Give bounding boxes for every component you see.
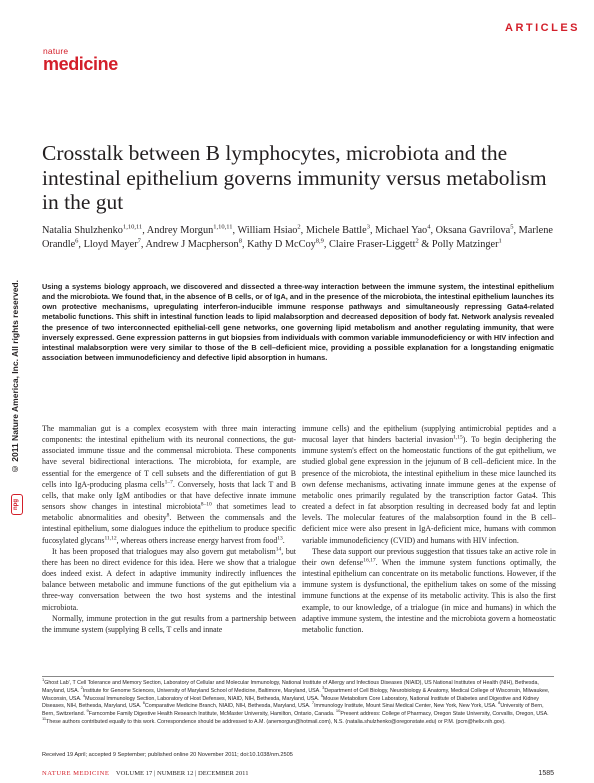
author-name: Andrew J Macpherson [145,239,239,251]
author-name: Marlene Orandle [42,225,553,251]
body-column-right [302,423,556,635]
author-name: Lloyd Mayer [83,239,138,251]
affiliation-superscript: 8,9 [315,237,324,245]
author-name: Polly Matzinger [431,239,499,251]
footnote-divider [42,676,554,677]
reference-superscript: 14 [275,546,282,553]
author-name: Michael Yao [375,225,428,236]
paragraph: immune cells) and the epithelium (supplying antimicrobial peptides and a mucosal layer that hinders bacterial invasion$^{1,15}$). To begin deciphering the immune system's effect on the homeostatic functions of the gut epithelium, we studied global gene expression in the jejunum of B cell–deficient mice. In the presence of the microbiota, the intestinal epithelium in these mice launched its own defense mechanisms, activating innate immune genes at the expense of metabolic ones primarily regulated by the transcription factor Gata4. This created a defect in fat absorption resulting in decreased body fat and leptin levels. The molecular features of the malabsorption found in the B cell–deficient mice were also present in IgA-deficient mice, humans with common variable immunodeficiency (CVID) and humans with HIV infection. [302,424,556,545]
author-name: Natalia Shulzhenko [42,225,123,236]
affiliation-superscript: 1,10,11 [122,223,143,231]
reference-superscript: 7 [311,700,315,706]
footer-journal: NATURE MEDICINE [42,770,110,777]
affiliation-superscript: 5 [510,223,514,231]
logo-line-nature: nature [43,46,69,56]
reference-superscript: 1 [42,677,45,683]
paragraph: The mammalian gut is a complex ecosystem with three main interacting components: the intestinal epithelium with its neuronal connections, the gut-associated immune tissue and the commensal microbiota. These components have several bidirectional interactions. The microbiota, for example, are essential for the emergence of T cell subsets and the differentiation of gut B cells into IgA-producing plasma cells$^{1-7}$. Conversely, hosts that lack T and B cells, that make only IgM antibodies or that have defective innate immune sensors show changes in intestinal microbiota$^{8-10}$ that sometimes lead to metabolic abnormalities and obesity$^8$. Between the commensals and the intestinal epithelium, some dialogues induce the epithelium to produce specific fucosylated glycans$^{11,12}$, whereas others increase energy harvest from food$^{13}$. [42,424,296,545]
affiliations-footnote: $^1$Ghost Lab', T Cell Tolerance and Memory Section, Laboratory of Cellular and Molecular Immunology, National Institute of Allergy and Infectious Diseases (NIAID), US National Institutes of Health (NIH), Bethesda, Maryland, USA. $^2$Institute for Genome Sciences, University of Maryland School of Medicine, Baltimore, Maryland, USA. $^3$Department of Cell Biology, Neurobiology & Anatomy, Medical College of Wisconsin, Milwaukee, Wisconsin, USA. $^4$Mucosal Immunology Section, Laboratory of Host Defenses, NIAID, NIH, Bethesda, Maryland, USA. $^5$Mouse Metabolism Core Laboratory, National Institute of Diabetes and Digestive and Kidney Diseases, NIH, Bethesda, Maryland, USA. $^6$Comparative Medicine Branch, NIAID, NIH, Bethesda, Maryland, USA. $^7$Immunology Institute, Mount Sinai Medical Center, New York, New York, USA. $^8$University of Bern, Bern, Switzerland. $^9$Farncombe Family Digestive Health Research Institute, McMaster University, Hamilton, Ontario, Canada. $^{10}$Present address: College of Pharmacy, Oregon State University, Corvallis, Oregon, USA. $^{11}$These authors contributed equally to this work. Correspondence should be addressed to A.M. (anemorgun@hotmail.com), N.S. (natalia.shulzhenko@oregonstate.edu) or P.M. (pcm@helix.nih.gov). [42,677,550,725]
journal-logo [43,47,118,73]
footer-issue: VOLUME 17 | NUMBER 12 | DECEMBER 2011 [115,770,249,777]
reference-superscript: 8–10 [200,501,212,508]
affiliation-superscript: 3 [366,223,370,231]
affiliation-superscript: 6 [75,237,79,245]
reference-superscript: 2 [80,685,83,691]
paragraph: It has been proposed that trialogues may also govern gut metabolism$^{14}$, but there has been no direct evidence for this idea. Here we show that a trialogue does indeed exist. A defect in adaptive immunity indirectly influences the balance between metabolic and immune functions of the gut epithelium via a three-way conversation between the two host systems and the intestinal microbiota. [42,546,296,612]
received-dates: Received 19 April; accepted 9 September; published online 20 November 2011; doi:10.1038/nm.2505 [42,752,293,758]
reference-superscript: 8 [166,512,170,519]
affiliation-superscript: 2 [415,237,419,245]
author-name: Andrey Morgun [146,225,214,236]
article-title: Crosstalk between B lymphocytes, microbiota and the intestinal epithelium governs immunity versus metabolism in the gut [42,141,547,214]
reference-superscript: 9 [86,708,89,714]
affiliation-superscript: 4 [427,223,431,231]
reference-superscript: 3 [322,685,325,691]
author-name: Kathy D McCoy [247,239,316,251]
body-column-left [42,423,296,635]
reference-superscript: 11,12 [104,534,117,541]
affiliation-superscript: 8 [238,237,242,245]
logo-line-medicine: medicine [43,53,118,74]
author-name: Oksana Gavrilova [435,225,511,236]
author-name: Michele Battle [305,225,367,236]
author-list: Natalia Shulzhenko$^{1,10,11}$, Andrey Morgun$^{1,10,11}$, William Hsiao$^2$, Michele Battle$^3$, Michael Yao$^4$, Oksana Gavrilova$^5$, Marlene Orandle$^6$, Lloyd Mayer$^7$, Andrew J Macpherson$^8$, Kathy D McCoy$^{8,9}$, Claire Fraser-Liggett$^2$ & Polly Matzinger$^1$ [42,223,553,251]
reference-superscript: 1,15 [453,434,463,441]
affiliation-superscript: 1 [498,237,502,245]
author-name: William Hsiao [237,225,298,236]
reference-superscript: 5 [320,692,323,698]
page-number: 1585 [538,770,554,777]
reference-superscript: 1–7 [164,479,173,486]
affiliation-superscript: 2 [297,223,301,231]
abstract: Using a systems biology approach, we discovered and dissected a three-way interaction between the immune system, the intestinal epithelium and the microbiota. We found that, in the absence of B cells, or of IgA, and in the presence of the microbiota, the intestinal epithelium launches its own protective mechanisms, upregulating interferon-inducible immune response pathways and simultaneously repressing Gata4-related metabolic functions. This shift in intestinal function leads to lipid malabsorption and decreased deposition of body fat. Network analysis revealed the presence of two interconnected epithelial-cell gene networks, one governing lipid metabolism and another regulating immunity, that were inversely expressed. Gene expression patterns in gut biopsies from individuals with common variable immunodeficiency or with HIV infection and intestinal malabsorption were very similar to those of the B cell–deficient mice, providing a possible explanation for a longstanding enigmatic association between immunodeficiency and defective lipid absorption in humans. [42,282,554,363]
npg-logo: npg [11,494,23,515]
reference-superscript: 16,17 [363,557,376,564]
reference-superscript: 4 [82,692,86,698]
reference-superscript: 8 [498,700,501,706]
reference-superscript: 6 [142,700,145,706]
paragraph: Normally, immune protection in the gut results from a partnership between the immune system (supplying B cells, T cells and innate [42,613,296,634]
affiliation-superscript: 7 [137,237,141,245]
reference-superscript: 10 [335,708,341,714]
author-name: Claire Fraser-Liggett [329,239,416,251]
copyright-text: © 2011 Nature America, Inc. All rights reserved. [10,280,20,475]
page-footer [42,770,554,777]
reference-superscript: 11 [42,716,47,722]
section-label: ARTICLES [505,22,580,34]
affiliation-superscript: 1,10,11 [213,223,233,231]
side-copyright [10,280,24,540]
reference-superscript: 13 [277,534,283,541]
paragraph: These data support our previous suggestion that tissues take an active role in their own defense$^{16,17}$. When the immune system functions optimally, the intestinal epithelium can concentrate on its metabolic functions. However, if the immune system is dysfunctional, the epithelium takes on some of the missing immune functions at the expense of its metabolic activity. This is also the first example, to our knowledge, of a trialogue (in mice and humans) in which the adaptive immune system, the intestine and the microbiota govern a homeostatic metabolic function. [302,546,556,634]
